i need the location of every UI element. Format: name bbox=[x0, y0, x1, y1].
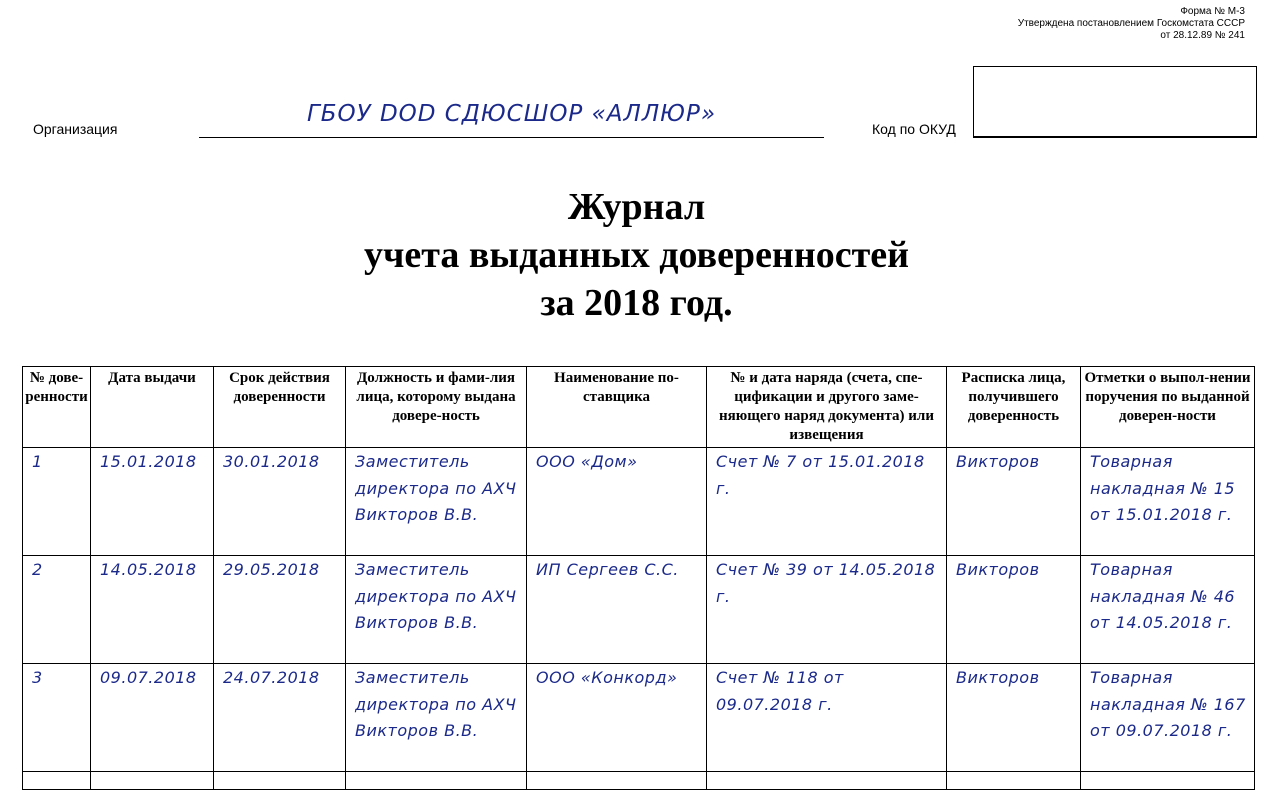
table-cell[interactable]: ООО «Конкорд» bbox=[527, 664, 707, 772]
empty-cell[interactable] bbox=[707, 772, 947, 790]
table-cell[interactable]: 1 bbox=[23, 448, 91, 556]
table-cell[interactable]: Счет № 39 от 14.05.2018 г. bbox=[707, 556, 947, 664]
table-cell[interactable]: Счет № 7 от 15.01.2018 г. bbox=[707, 448, 947, 556]
table-row bbox=[23, 664, 1255, 772]
empty-table-row bbox=[23, 772, 1255, 790]
table-cell[interactable]: 09.07.2018 bbox=[91, 664, 214, 772]
empty-cell[interactable] bbox=[1081, 772, 1255, 790]
title-line-2: учета выданных доверенностей bbox=[363, 234, 910, 276]
form-number: Форма № М-3 bbox=[1180, 6, 1245, 17]
table-cell[interactable]: 3 bbox=[23, 664, 91, 772]
table-cell[interactable]: 14.05.2018 bbox=[91, 556, 214, 664]
table-cell[interactable]: Викторов bbox=[947, 556, 1081, 664]
table-row bbox=[23, 448, 1255, 556]
title-line-3: за 2018 год. bbox=[540, 282, 733, 324]
table-cell[interactable]: 29.05.2018 bbox=[214, 556, 346, 664]
form-approval: Утверждена постановлением Госкомстата СССР bbox=[1017, 18, 1245, 29]
empty-cell[interactable] bbox=[947, 772, 1081, 790]
column-header: № дове-ренности bbox=[23, 367, 91, 448]
table-cell[interactable]: Счет № 118 от 09.07.2018 г. bbox=[707, 664, 947, 772]
power-of-attorney-journal-table bbox=[22, 366, 1255, 790]
empty-cell[interactable] bbox=[23, 772, 91, 790]
table-cell[interactable]: 30.01.2018 bbox=[214, 448, 346, 556]
column-header: Расписка лица, получившего доверенность bbox=[947, 367, 1081, 448]
table-cell[interactable]: Товарная накладная № 167 от 09.07.2018 г. bbox=[1081, 664, 1255, 772]
page-title bbox=[0, 183, 1273, 327]
column-header: Срок действия доверенности bbox=[214, 367, 346, 448]
organization-label: Организация bbox=[33, 121, 118, 137]
table-cell[interactable]: Викторов bbox=[947, 448, 1081, 556]
column-header: Должность и фами-лия лица, которому выдана довере-ность bbox=[346, 367, 527, 448]
empty-cell[interactable] bbox=[214, 772, 346, 790]
table-cell[interactable]: Викторов bbox=[947, 664, 1081, 772]
organization-value[interactable]: ГБОУ DOD СДЮСШОР «АЛЛЮР» bbox=[306, 101, 717, 127]
table-cell[interactable]: Заместитель директора по АХЧ Викторов В.В. bbox=[346, 556, 527, 664]
table-cell[interactable]: ООО «Дом» bbox=[527, 448, 707, 556]
empty-cell[interactable] bbox=[527, 772, 707, 790]
table-cell[interactable]: Заместитель директора по АХЧ Викторов В.В. bbox=[346, 664, 527, 772]
title-line-1: Журнал bbox=[567, 186, 706, 228]
empty-cell[interactable] bbox=[346, 772, 527, 790]
form-approval-date: от 28.12.89 № 241 bbox=[1160, 30, 1245, 41]
column-header: № и дата наряда (счета, спе-цификации и другого заме-няющего наряд документа) или извещения bbox=[707, 367, 947, 448]
table-header-row bbox=[23, 367, 1255, 448]
empty-cell[interactable] bbox=[91, 772, 214, 790]
organization-underline bbox=[199, 137, 824, 138]
table-cell[interactable]: 15.01.2018 bbox=[91, 448, 214, 556]
table-cell[interactable]: 24.07.2018 bbox=[214, 664, 346, 772]
table-row bbox=[23, 556, 1255, 664]
table-cell[interactable]: Товарная накладная № 46 от 14.05.2018 г. bbox=[1081, 556, 1255, 664]
form-reference bbox=[1018, 6, 1245, 42]
okud-label: Код по ОКУД bbox=[872, 121, 956, 137]
okud-field[interactable] bbox=[973, 66, 1257, 138]
table-cell[interactable]: 2 bbox=[23, 556, 91, 664]
table-cell[interactable]: Заместитель директора по АХЧ Викторов В.В. bbox=[346, 448, 527, 556]
table-cell[interactable]: ИП Сергеев С.С. bbox=[527, 556, 707, 664]
column-header: Наименование по-ставщика bbox=[527, 367, 707, 448]
column-header: Отметки о выпол-нении поручения по выданной доверен-ности bbox=[1081, 367, 1255, 448]
column-header: Дата выдачи bbox=[91, 367, 214, 448]
table-cell[interactable]: Товарная накладная № 15 от 15.01.2018 г. bbox=[1081, 448, 1255, 556]
